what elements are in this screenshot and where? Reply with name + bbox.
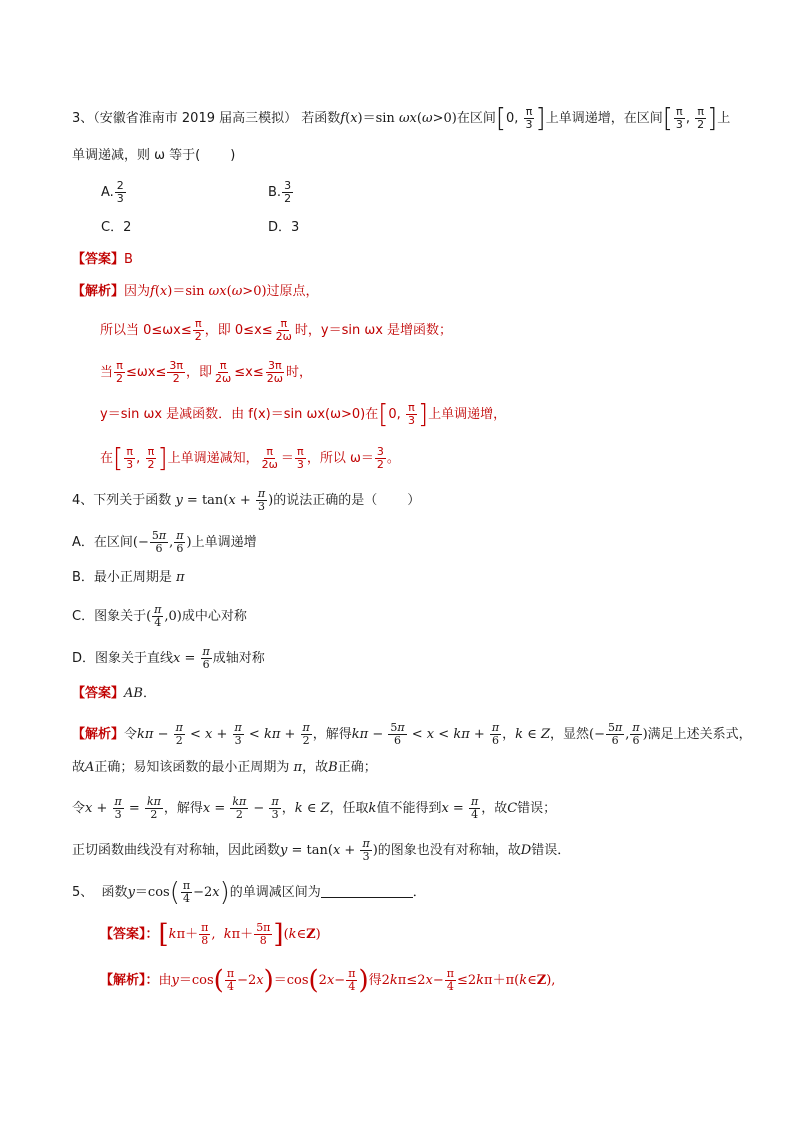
q3-option-d: D．3 [268, 220, 300, 235]
q4-solution-line3: 令x + $\frac{\pi}{3}$ = $\frac{k\pi}{2}$ ，解得x = $\frac{k\pi}{2}$ − $\frac{\pi}{3}$ ，k ∈ Z，任取k值不能得到x = $\frac{\pi}{4}$ ，故C错误； [72, 795, 557, 821]
q5-number: 5、 [72, 885, 94, 900]
q3-func: f(x)＝sin ωx(ω>0) [340, 111, 457, 126]
answer-label: 【答案】 [72, 252, 125, 267]
q4-option-d: D．图象关于直线x = $\frac{\pi}{6}$ 成轴对称 [72, 645, 265, 671]
q5-stem: 5、 函数y＝cos( $\frac{\pi}{4}$ −2x)的单调减区间为 ． [72, 877, 426, 908]
q4-solution-line2: 故A正确；易知该函数的最小正周期为 π，故B正确； [72, 760, 377, 775]
q4-option-c: C．图象关于( $\frac{\pi}{4}$ ,0)成中心对称 [72, 603, 247, 629]
q3-option-a: A. $\frac{2}{3}$ [101, 179, 124, 205]
answer-label: 【答案】 [72, 686, 125, 701]
q3-solution-line5: 在[ $\frac{\pi}{3}$ , $\frac{\pi}{2}$ ]上单调递减知， $\frac{\pi}{2\omega}$ ＝ $\frac{\pi}{3}$ ，所以 ω＝ $\frac{3}{2}$ 。 [100, 443, 400, 474]
q3-number: 3、 [72, 111, 94, 126]
q3-option-b-label: B. [268, 185, 282, 200]
q3-stem-line2 [72, 146, 235, 166]
q4-answer-value: AB [124, 686, 143, 701]
q3-option-b: B. $\frac{3}{2}$ [268, 179, 292, 205]
q3-answer [72, 250, 133, 270]
q3-answer-value: B [124, 252, 133, 267]
q4-solution-line4: 正切函数曲线没有对称轴，因此函数y = tan(x + $\frac{\pi}{3}$ )的图象也没有对称轴，故D错误． [72, 837, 571, 863]
q5-answer-blank [321, 883, 413, 898]
q3-stem-line1: 3、（安徽省淮南市 2019 届高三模拟） 若函数f(x)＝sin ωx(ω>0)在区间[0, $\frac{\pi}{3}$ ]上单调递增，在区间[ $\frac{\pi}{3}$ , $\frac{\pi}{2}$ ]上 [72, 103, 731, 134]
analysis-label: 【解析】 [72, 727, 125, 742]
q3-option-a-label: A. [101, 185, 114, 200]
q5-solution: 【解析】：由y＝cos( $\frac{\pi}{4}$ −2x)＝cos(2x− $\frac{\pi}{4}$ )得2kπ≤2x− $\frac{\pi}{4}$ ≤2kπ＋π(k∈Z), [100, 965, 556, 996]
q4-number: 4、 [72, 493, 94, 508]
q4-option-a: A．在区间(− $\frac{5\pi}{6}$ , $\frac{\pi}{6}$ )上单调递增 [72, 529, 257, 555]
q4-option-b: B．最小正周期是 π [72, 570, 185, 585]
analysis-label: 【解析】： [100, 973, 159, 988]
q4-stem: 4、下列关于函数 y = tan(x + $\frac{\pi}{3}$ )的说法正确的是（ ） [72, 487, 421, 513]
q4-answer: 【答案】AB． [72, 686, 156, 701]
q3-solution-line2: 所以当 0≤ωx≤ $\frac{\pi}{2}$ ，即 0≤x≤ $\frac{\pi}{2\omega}$ 时，y＝sin ωx 是增函数； [100, 317, 453, 343]
analysis-label: 【解析】 [72, 284, 125, 299]
q3-stem-a: 若函数 [301, 111, 341, 126]
answer-label: 【答案】： [100, 927, 159, 942]
q3-stem-b: 在区间 [456, 111, 496, 126]
q3-solution-line1: 【解析】因为f(x)＝sin ωx(ω>0)过原点， [72, 284, 319, 299]
q3-solution-line3: 当 $\frac{\pi}{2}$ ≤ωx≤ $\frac{3\pi}{2}$ ，即 $\frac{\pi}{2\omega}$ ≤x≤ $\frac{3\pi}{2\omega}$ 时， [100, 359, 312, 385]
q3-stem-c: 上单调递增，在区间 [545, 111, 663, 126]
q4-func: y [175, 493, 183, 508]
q3-stem-line2-text: 单调递减，则 ω 等于( [72, 148, 201, 163]
q3-option-c: C．2 [101, 220, 132, 235]
q4-solution-line1: 【解析】令kπ − $\frac{\pi}{2}$ < x + $\frac{\pi}{3}$ < kπ + $\frac{\pi}{2}$ ，解得kπ − $\frac{5\pi}{6}$ < x < kπ + $\frac{\pi}{6}$ ，k ∈ Z，显然(− $\frac{5\pi}{6}$ , $\frac{\pi}{6}$ )满足上述关系式， [72, 721, 752, 747]
q3-frac: $\frac{\pi}{3}$ [525, 105, 533, 131]
q5-answer: 【答案】：[kπ＋ $\frac{\pi}{8}$ , kπ＋ $\frac{5\pi}{8}$ ](k∈Z) [100, 919, 321, 950]
q3-solution-line4: y＝sin ωx 是减函数．由 f(x)＝sin ωx(ω>0)在[0, $\frac{\pi}{3}$ ]上单调递增， [100, 399, 507, 430]
q3-stem-d: 上 [717, 111, 731, 126]
q3-stem-close: ) [230, 148, 236, 163]
q3-source: （安徽省淮南市 2019 届高三模拟） [93, 111, 298, 126]
